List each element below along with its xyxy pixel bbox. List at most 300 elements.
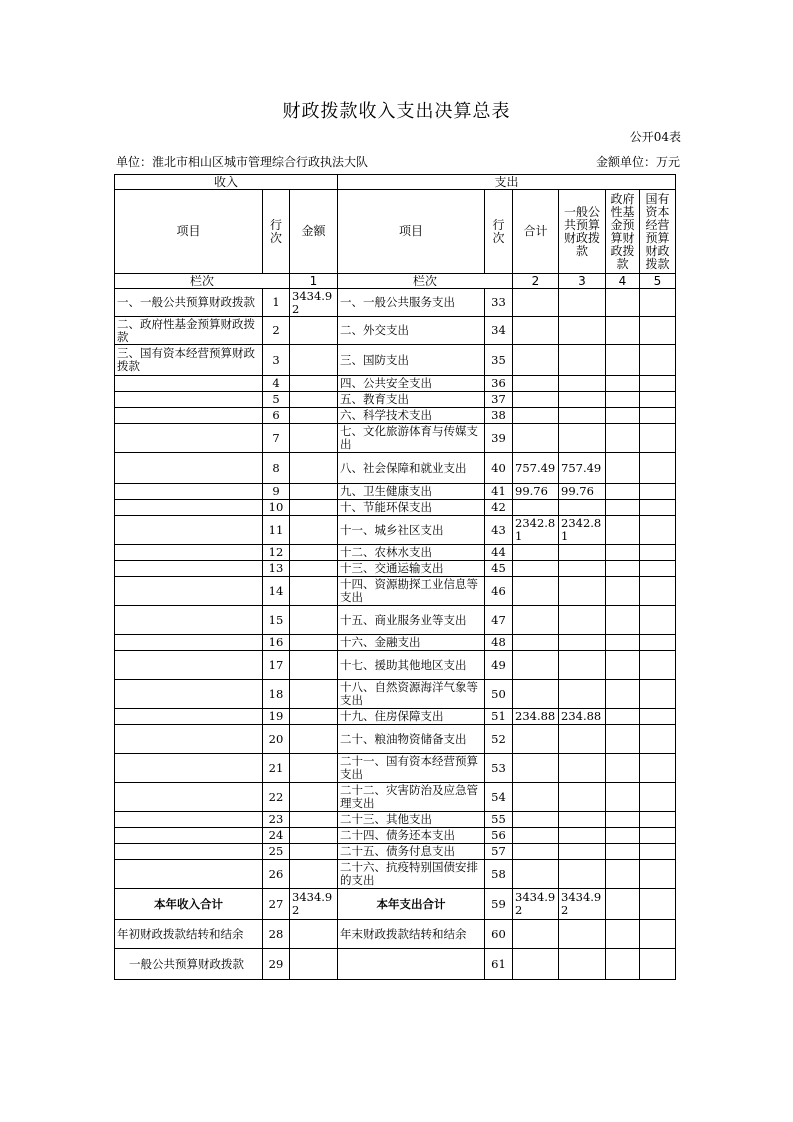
table-row bbox=[115, 345, 676, 376]
expense-item: 年末财政拨款结转和结余 bbox=[338, 920, 485, 949]
expense-gov-fund bbox=[606, 860, 640, 889]
income-amount bbox=[290, 408, 338, 424]
table-row bbox=[115, 860, 676, 889]
table-row bbox=[115, 812, 676, 828]
expense-general-budget bbox=[559, 408, 606, 424]
table-row bbox=[115, 545, 676, 561]
expense-item: 二、外交支出 bbox=[338, 317, 485, 345]
expense-general-budget bbox=[559, 725, 606, 754]
expense-item: 二十六、抗疫特别国债安排的支出 bbox=[338, 860, 485, 889]
income-item: 二、政府性基金预算财政拨款 bbox=[115, 317, 263, 345]
income-item: 一、一般公共预算财政拨款 bbox=[115, 289, 263, 317]
table-row bbox=[115, 651, 676, 680]
expense-gov-fund bbox=[606, 484, 640, 500]
income-amount: 3434.92 bbox=[290, 289, 338, 317]
expense-item: 十七、援助其他地区支出 bbox=[338, 651, 485, 680]
income-amount bbox=[290, 577, 338, 606]
income-item bbox=[115, 453, 263, 484]
income-row-no: 17 bbox=[263, 651, 290, 680]
expense-total bbox=[513, 392, 559, 408]
income-row-no: 14 bbox=[263, 577, 290, 606]
income-column-label: 栏次 bbox=[115, 274, 290, 289]
income-row-no: 12 bbox=[263, 545, 290, 561]
income-item bbox=[115, 577, 263, 606]
expense-state-capital bbox=[640, 561, 676, 577]
expense-total: 757.49 bbox=[513, 453, 559, 484]
col-5: 5 bbox=[640, 274, 676, 289]
expense-state-capital bbox=[640, 424, 676, 453]
expense-gov-fund bbox=[606, 424, 640, 453]
income-row-no: 9 bbox=[263, 484, 290, 500]
expense-row-no: 61 bbox=[485, 949, 513, 980]
expense-total bbox=[513, 680, 559, 709]
expense-general-budget bbox=[559, 392, 606, 408]
expense-item: 十四、资源勘探工业信息等支出 bbox=[338, 577, 485, 606]
expense-state-capital bbox=[640, 680, 676, 709]
expense-state-capital bbox=[640, 889, 676, 920]
table-row bbox=[115, 392, 676, 408]
expense-general-budget bbox=[559, 754, 606, 783]
income-amount bbox=[290, 635, 338, 651]
table-row bbox=[115, 561, 676, 577]
expense-total bbox=[513, 812, 559, 828]
expense-total bbox=[513, 725, 559, 754]
income-amount bbox=[290, 606, 338, 635]
expense-total bbox=[513, 289, 559, 317]
budget-table bbox=[114, 174, 676, 980]
income-amount bbox=[290, 828, 338, 844]
income-item bbox=[115, 392, 263, 408]
income-row-no: 16 bbox=[263, 635, 290, 651]
unit-name: 单位：淮北市相山区城市管理综合行政执法大队 bbox=[116, 155, 369, 169]
expense-total bbox=[513, 860, 559, 889]
income-amount bbox=[290, 500, 338, 516]
expense-state-capital bbox=[640, 345, 676, 376]
expense-total bbox=[513, 754, 559, 783]
table-row bbox=[115, 317, 676, 345]
expense-gov-fund bbox=[606, 606, 640, 635]
income-item bbox=[115, 844, 263, 860]
expense-row-no: 35 bbox=[485, 345, 513, 376]
expense-gov-fund bbox=[606, 635, 640, 651]
income-amount bbox=[290, 709, 338, 725]
expense-item: 三、国防支出 bbox=[338, 345, 485, 376]
expense-total: 234.88 bbox=[513, 709, 559, 725]
expense-general-budget bbox=[559, 317, 606, 345]
income-item bbox=[115, 725, 263, 754]
expense-item: 一、一般公共服务支出 bbox=[338, 289, 485, 317]
expense-state-capital bbox=[640, 545, 676, 561]
expense-total bbox=[513, 561, 559, 577]
expense-gov-fund bbox=[606, 828, 640, 844]
income-amount bbox=[290, 725, 338, 754]
expense-row-no: 58 bbox=[485, 860, 513, 889]
expense-state-capital bbox=[640, 635, 676, 651]
expense-row-no: 45 bbox=[485, 561, 513, 577]
income-row-no: 11 bbox=[263, 516, 290, 545]
expense-state-capital bbox=[640, 783, 676, 812]
table-row bbox=[115, 783, 676, 812]
expense-row-no: 43 bbox=[485, 516, 513, 545]
income-item bbox=[115, 651, 263, 680]
income-item bbox=[115, 860, 263, 889]
income-item bbox=[115, 484, 263, 500]
expense-gov-fund bbox=[606, 725, 640, 754]
income-row-no: 4 bbox=[263, 376, 290, 392]
expense-row-no: 42 bbox=[485, 500, 513, 516]
header-row-main bbox=[115, 190, 676, 274]
expense-state-capital bbox=[640, 453, 676, 484]
income-row-no: 3 bbox=[263, 345, 290, 376]
expense-general-budget bbox=[559, 635, 606, 651]
income-row-no: 27 bbox=[263, 889, 290, 920]
expense-gov-fund bbox=[606, 500, 640, 516]
general-budget-header: 一般公共预算财政拨款 bbox=[559, 190, 606, 274]
expense-state-capital bbox=[640, 709, 676, 725]
expense-item: 二十四、债务还本支出 bbox=[338, 828, 485, 844]
expense-total bbox=[513, 828, 559, 844]
income-item bbox=[115, 500, 263, 516]
expense-total: 2342.81 bbox=[513, 516, 559, 545]
expense-gov-fund bbox=[606, 392, 640, 408]
expense-general-budget bbox=[559, 289, 606, 317]
expense-item: 十九、住房保障支出 bbox=[338, 709, 485, 725]
expense-row-no: 37 bbox=[485, 392, 513, 408]
expense-general-budget bbox=[559, 376, 606, 392]
expense-general-budget: 757.49 bbox=[559, 453, 606, 484]
income-amount bbox=[290, 844, 338, 860]
expense-gov-fund bbox=[606, 289, 640, 317]
income-row-no: 8 bbox=[263, 453, 290, 484]
expense-gov-fund bbox=[606, 561, 640, 577]
expense-total bbox=[513, 500, 559, 516]
column-number-row bbox=[115, 274, 676, 289]
expense-state-capital bbox=[640, 725, 676, 754]
expense-total bbox=[513, 635, 559, 651]
header-row-top bbox=[115, 175, 676, 190]
expense-row-no: 33 bbox=[485, 289, 513, 317]
page-title: 财政拨款收入支出决算总表 bbox=[282, 101, 511, 122]
income-amount bbox=[290, 392, 338, 408]
expense-total bbox=[513, 651, 559, 680]
expense-gov-fund bbox=[606, 317, 640, 345]
expense-gov-fund bbox=[606, 920, 640, 949]
expense-general-budget: 2342.81 bbox=[559, 516, 606, 545]
expense-row-no: 49 bbox=[485, 651, 513, 680]
expense-gov-fund bbox=[606, 376, 640, 392]
income-row-no: 25 bbox=[263, 844, 290, 860]
expense-item: 本年支出合计 bbox=[338, 889, 485, 920]
expense-general-budget: 234.88 bbox=[559, 709, 606, 725]
expense-general-budget bbox=[559, 545, 606, 561]
income-row-no: 26 bbox=[263, 860, 290, 889]
expense-item: 十八、自然资源海洋气象等支出 bbox=[338, 680, 485, 709]
expense-item: 九、卫生健康支出 bbox=[338, 484, 485, 500]
expense-row-no: 38 bbox=[485, 408, 513, 424]
income-item-header: 项目 bbox=[115, 190, 263, 274]
expense-general-budget bbox=[559, 783, 606, 812]
table-row bbox=[115, 635, 676, 651]
table-row bbox=[115, 754, 676, 783]
table-row bbox=[115, 516, 676, 545]
expense-row-no: 59 bbox=[485, 889, 513, 920]
income-item bbox=[115, 828, 263, 844]
income-amount bbox=[290, 561, 338, 577]
expense-general-budget bbox=[559, 500, 606, 516]
table-row bbox=[115, 424, 676, 453]
income-amount bbox=[290, 376, 338, 392]
table-row bbox=[115, 680, 676, 709]
expense-item bbox=[338, 949, 485, 980]
expense-general-budget bbox=[559, 577, 606, 606]
expense-gov-fund bbox=[606, 709, 640, 725]
expense-general-budget bbox=[559, 561, 606, 577]
income-item bbox=[115, 516, 263, 545]
expense-general-budget: 3434.92 bbox=[559, 889, 606, 920]
expense-gov-fund bbox=[606, 754, 640, 783]
income-amount bbox=[290, 651, 338, 680]
table-row bbox=[115, 453, 676, 484]
table-row bbox=[115, 376, 676, 392]
expense-state-capital bbox=[640, 860, 676, 889]
expense-item: 七、文化旅游体育与传媒支出 bbox=[338, 424, 485, 453]
income-row-no: 22 bbox=[263, 783, 290, 812]
income-item bbox=[115, 545, 263, 561]
income-item bbox=[115, 376, 263, 392]
income-row-no: 13 bbox=[263, 561, 290, 577]
expense-item: 八、社会保障和就业支出 bbox=[338, 453, 485, 484]
expense-row-no: 50 bbox=[485, 680, 513, 709]
expense-general-budget bbox=[559, 844, 606, 860]
expense-general-budget bbox=[559, 812, 606, 828]
col-4: 4 bbox=[606, 274, 640, 289]
expense-gov-fund bbox=[606, 783, 640, 812]
income-rowno-header: 行次 bbox=[263, 190, 290, 274]
expense-item: 六、科学技术支出 bbox=[338, 408, 485, 424]
table-row bbox=[115, 500, 676, 516]
income-row-no: 7 bbox=[263, 424, 290, 453]
income-header: 收入 bbox=[115, 175, 338, 190]
expense-gov-fund bbox=[606, 345, 640, 376]
expense-item: 二十、粮油物资储备支出 bbox=[338, 725, 485, 754]
expense-total bbox=[513, 408, 559, 424]
expense-item-header: 项目 bbox=[338, 190, 485, 274]
table-row bbox=[115, 920, 676, 949]
expense-gov-fund bbox=[606, 545, 640, 561]
income-row-no: 15 bbox=[263, 606, 290, 635]
income-amount bbox=[290, 345, 338, 376]
expense-item: 四、公共安全支出 bbox=[338, 376, 485, 392]
income-row-no: 5 bbox=[263, 392, 290, 408]
col-1: 1 bbox=[290, 274, 338, 289]
expense-item: 十三、交通运输支出 bbox=[338, 561, 485, 577]
income-amount bbox=[290, 453, 338, 484]
expense-total: 3434.92 bbox=[513, 889, 559, 920]
expense-item: 十二、农林水支出 bbox=[338, 545, 485, 561]
income-item: 本年收入合计 bbox=[115, 889, 263, 920]
income-amount bbox=[290, 860, 338, 889]
income-row-no: 18 bbox=[263, 680, 290, 709]
table-row bbox=[115, 844, 676, 860]
form-code: 公开04表 bbox=[629, 130, 681, 144]
expense-row-no: 39 bbox=[485, 424, 513, 453]
table-row bbox=[115, 289, 676, 317]
total-header: 合计 bbox=[513, 190, 559, 274]
state-capital-header: 国有资本经营预算财政拨款 bbox=[640, 190, 676, 274]
expense-state-capital bbox=[640, 606, 676, 635]
income-item: 年初财政拨款结转和结余 bbox=[115, 920, 263, 949]
income-amount bbox=[290, 317, 338, 345]
table-row bbox=[115, 828, 676, 844]
expense-general-budget bbox=[559, 949, 606, 980]
expense-row-no: 46 bbox=[485, 577, 513, 606]
expense-row-no: 41 bbox=[485, 484, 513, 500]
expense-header: 支出 bbox=[338, 175, 676, 190]
income-row-no: 28 bbox=[263, 920, 290, 949]
expense-general-budget bbox=[559, 606, 606, 635]
expense-total bbox=[513, 345, 559, 376]
income-item bbox=[115, 783, 263, 812]
expense-state-capital bbox=[640, 289, 676, 317]
expense-state-capital bbox=[640, 651, 676, 680]
expense-gov-fund bbox=[606, 844, 640, 860]
col-3: 3 bbox=[559, 274, 606, 289]
income-item bbox=[115, 424, 263, 453]
income-item: 三、国有资本经营预算财政拨款 bbox=[115, 345, 263, 376]
income-amount bbox=[290, 783, 338, 812]
expense-state-capital bbox=[640, 844, 676, 860]
income-item bbox=[115, 408, 263, 424]
expense-total bbox=[513, 545, 559, 561]
expense-total bbox=[513, 783, 559, 812]
expense-gov-fund bbox=[606, 408, 640, 424]
table-row bbox=[115, 606, 676, 635]
expense-state-capital bbox=[640, 812, 676, 828]
expense-total bbox=[513, 317, 559, 345]
expense-general-budget bbox=[559, 651, 606, 680]
expense-state-capital bbox=[640, 828, 676, 844]
expense-gov-fund bbox=[606, 651, 640, 680]
expense-state-capital bbox=[640, 920, 676, 949]
table-row bbox=[115, 725, 676, 754]
expense-state-capital bbox=[640, 317, 676, 345]
expense-state-capital bbox=[640, 949, 676, 980]
table-row bbox=[115, 949, 676, 980]
table-row bbox=[115, 408, 676, 424]
income-item bbox=[115, 812, 263, 828]
income-amount-header: 金额 bbox=[290, 190, 338, 274]
expense-row-no: 54 bbox=[485, 783, 513, 812]
income-row-no: 23 bbox=[263, 812, 290, 828]
expense-gov-fund bbox=[606, 812, 640, 828]
income-amount bbox=[290, 424, 338, 453]
expense-gov-fund bbox=[606, 889, 640, 920]
expense-total: 99.76 bbox=[513, 484, 559, 500]
income-amount bbox=[290, 484, 338, 500]
expense-total bbox=[513, 424, 559, 453]
expense-row-no: 53 bbox=[485, 754, 513, 783]
income-item: 一般公共预算财政拨款 bbox=[115, 949, 263, 980]
currency-unit: 金额单位：万元 bbox=[595, 155, 680, 169]
income-amount bbox=[290, 545, 338, 561]
expense-state-capital bbox=[640, 500, 676, 516]
expense-column-label: 栏次 bbox=[338, 274, 513, 289]
expense-row-no: 36 bbox=[485, 376, 513, 392]
income-amount bbox=[290, 680, 338, 709]
expense-row-no: 40 bbox=[485, 453, 513, 484]
expense-item: 二十一、国有资本经营预算支出 bbox=[338, 754, 485, 783]
expense-row-no: 57 bbox=[485, 844, 513, 860]
col-2: 2 bbox=[513, 274, 559, 289]
income-row-no: 1 bbox=[263, 289, 290, 317]
gov-fund-header: 政府性基金预算财政拨款 bbox=[606, 190, 640, 274]
expense-item: 十一、城乡社区支出 bbox=[338, 516, 485, 545]
expense-total bbox=[513, 920, 559, 949]
expense-gov-fund bbox=[606, 577, 640, 606]
expense-state-capital bbox=[640, 577, 676, 606]
income-amount bbox=[290, 812, 338, 828]
income-row-no: 2 bbox=[263, 317, 290, 345]
income-amount: 3434.92 bbox=[290, 889, 338, 920]
expense-row-no: 60 bbox=[485, 920, 513, 949]
table-row bbox=[115, 709, 676, 725]
income-amount bbox=[290, 516, 338, 545]
income-amount bbox=[290, 920, 338, 949]
expense-total bbox=[513, 606, 559, 635]
expense-general-budget bbox=[559, 920, 606, 949]
expense-general-budget bbox=[559, 345, 606, 376]
income-row-no: 6 bbox=[263, 408, 290, 424]
expense-row-no: 51 bbox=[485, 709, 513, 725]
expense-item: 二十二、灾害防治及应急管理支出 bbox=[338, 783, 485, 812]
income-item bbox=[115, 561, 263, 577]
expense-rowno-header: 行次 bbox=[485, 190, 513, 274]
income-row-no: 29 bbox=[263, 949, 290, 980]
expense-state-capital bbox=[640, 484, 676, 500]
expense-general-budget: 99.76 bbox=[559, 484, 606, 500]
income-row-no: 19 bbox=[263, 709, 290, 725]
income-row-no: 21 bbox=[263, 754, 290, 783]
expense-gov-fund bbox=[606, 516, 640, 545]
expense-row-no: 52 bbox=[485, 725, 513, 754]
expense-row-no: 44 bbox=[485, 545, 513, 561]
table-row bbox=[115, 484, 676, 500]
income-item bbox=[115, 606, 263, 635]
income-amount bbox=[290, 949, 338, 980]
expense-item: 二十三、其他支出 bbox=[338, 812, 485, 828]
expense-item: 五、教育支出 bbox=[338, 392, 485, 408]
expense-row-no: 34 bbox=[485, 317, 513, 345]
expense-general-budget bbox=[559, 828, 606, 844]
income-row-no: 10 bbox=[263, 500, 290, 516]
income-item bbox=[115, 635, 263, 651]
table-row bbox=[115, 889, 676, 920]
table-row bbox=[115, 577, 676, 606]
expense-general-budget bbox=[559, 680, 606, 709]
expense-state-capital bbox=[640, 408, 676, 424]
expense-state-capital bbox=[640, 516, 676, 545]
expense-state-capital bbox=[640, 376, 676, 392]
income-row-no: 24 bbox=[263, 828, 290, 844]
expense-total bbox=[513, 844, 559, 860]
expense-row-no: 47 bbox=[485, 606, 513, 635]
expense-gov-fund bbox=[606, 949, 640, 980]
income-item bbox=[115, 754, 263, 783]
expense-total bbox=[513, 577, 559, 606]
expense-gov-fund bbox=[606, 453, 640, 484]
expense-item: 十五、商业服务业等支出 bbox=[338, 606, 485, 635]
expense-row-no: 48 bbox=[485, 635, 513, 651]
